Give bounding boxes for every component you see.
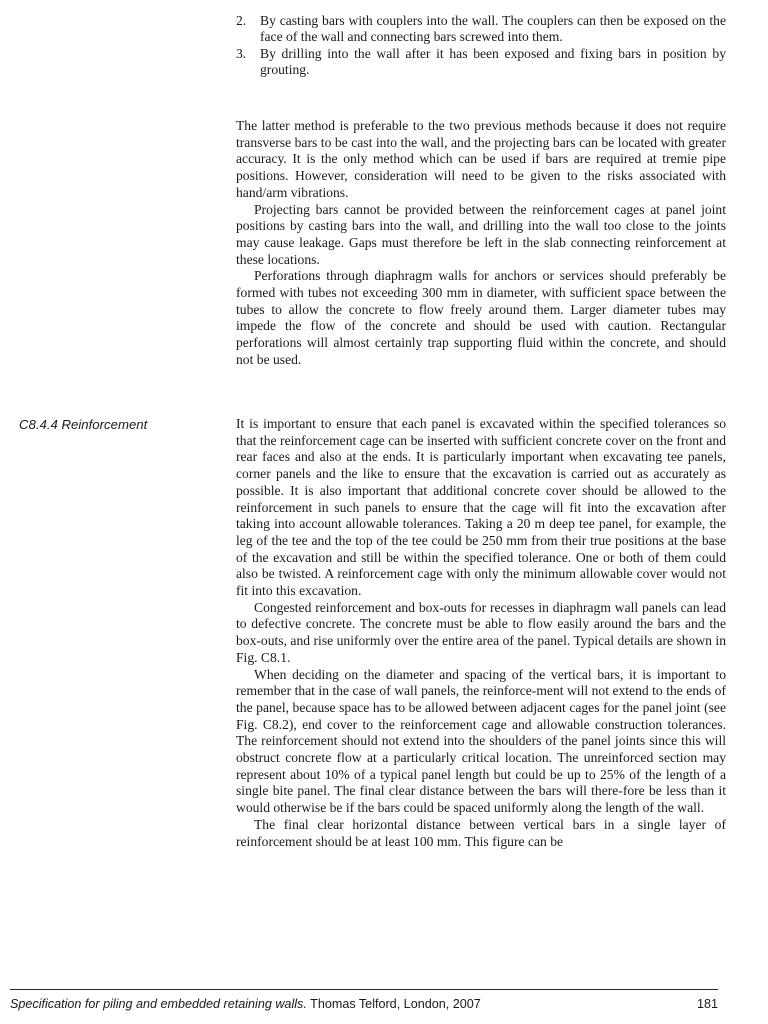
- list-item-text: By casting bars with couplers into the wall. The couplers can then be exposed on the face of the wall and connecting bars screwed into them.: [260, 13, 726, 45]
- numbered-list: [236, 13, 726, 78]
- page-number: 181: [696, 997, 718, 1011]
- body-text-upper: [236, 118, 726, 369]
- paragraph: Projecting bars cannot be provided between the reinforcement cages at panel joint positions by casting bars into the wall, and drilling into the wall too close to the joints may cause leakage. Gaps must therefore be left in the slab connecting reinforcement at these locations.: [236, 201, 726, 267]
- list-item-number: 3.: [236, 45, 247, 61]
- list-item: [236, 13, 726, 46]
- page-footer: [10, 996, 718, 1012]
- section-heading: C8.4.4 Reinforcement: [19, 417, 148, 432]
- paragraph: The latter method is preferable to the two previous methods because it does not require transverse bars to be cast into the wall, and the projecting bars can be located with greater accuracy. It is the only method which can be used if bars are required at tremie pipe positions. However, consideration will need to be given to the risks associated with hand/arm vibrations.: [236, 118, 726, 200]
- paragraph: Perforations through diaphragm walls for anchors or services should preferably be formed with tubes not exceeding 300 mm in diameter, with sufficient space between the tubes to allow the concrete to flow freely around them. Larger diameter tubes may impede the flow of the concrete and should be used with caution. Rectangular perforations will almost certainly trap supporting fluid within the concrete, and should not be used.: [236, 268, 726, 367]
- footer-publisher: Thomas Telford, London, 2007: [310, 997, 481, 1011]
- list-item-number: 2.: [236, 13, 247, 28]
- paragraph: Congested reinforcement and box-outs for recesses in diaphragm wall panels can lead to defective concrete. The concrete must be able to flow easily around the bars and the box-outs, and rise uniformly over the entire area of the panel. Typical details are shown in Fig. C8.1.: [236, 599, 726, 665]
- footer-book-title: Specification for piling and embedded retaining walls.: [10, 997, 307, 1011]
- footer-divider: [10, 989, 718, 990]
- list-item-text: By drilling into the wall after it has been exposed and fixing bars in position by grouting.: [260, 45, 726, 77]
- list-item: [236, 46, 726, 79]
- paragraph: The final clear horizontal distance between vertical bars in a single layer of reinforcement should be at least 100 mm. This figure can be: [236, 816, 726, 849]
- paragraph: It is important to ensure that each panel is excavated within the specified tolerances so that the reinforcement cage can be inserted with sufficient concrete cover on the front and rear faces and also at the ends. It is particularly important when excavating tee panels, corner panels and the like to ensure that the excavation is carried out as accurately as possible. It is also important that additional concrete cover should be allowed to the reinforcement in such panels to ensure that the cage will fit into the excavation after taking into account allowable tolerances. Taking a 20 m deep tee panel, for example, the leg of the tee and the top of the tee could be 250 mm from their true positions at the base of the excavation and still be within the specified tolerance. One or both of them could also be twisted. A reinforcement cage with only the minimum allowable cover would not fit into this excavation.: [236, 416, 726, 599]
- paragraph: When deciding on the diameter and spacing of the vertical bars, it is important to remember that in the case of wall panels, the reinforce-ment will not extend to the ends of the panel, because space has to be allowed between adjacent cages for the panel joint (see Fig. C8.2), end cover to the reinforcement cage and allowable construction tolerances. The reinforcement should not extend into the shoulders of the panel joints since this will obstruct concrete flow at a particularly critical location. The unreinforced section may represent about 10% of a typical panel length but could be up to 25% of the length of a single bite panel. The final clear distance between the bars will there-fore be less than it would otherwise be if the bars could be spaced uniformly along the length of the wall.: [236, 666, 726, 816]
- body-text-reinforcement: [236, 416, 726, 850]
